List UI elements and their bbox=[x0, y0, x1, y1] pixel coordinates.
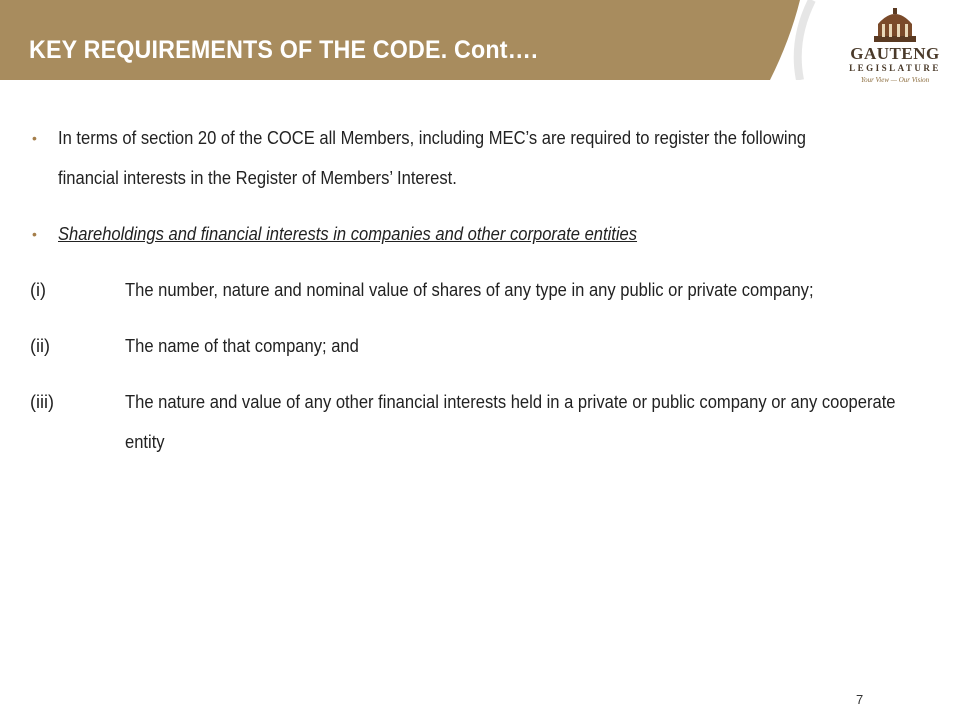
item-text: The number, nature and nominal value of shares of any type in any public or private company; bbox=[125, 280, 814, 300]
list-item bbox=[30, 326, 910, 366]
list-item bbox=[30, 270, 910, 310]
item-text: The nature and value of any other financial interests held in a private or public company or any cooperate entity bbox=[125, 392, 896, 452]
logo-name: GAUTENG bbox=[850, 44, 940, 63]
gauteng-legislature-logo bbox=[840, 6, 950, 102]
item-text: The name of that company; and bbox=[125, 336, 359, 356]
bullet-icon: • bbox=[32, 226, 37, 242]
bullet-item bbox=[30, 214, 910, 254]
bullet-text-intro: In terms of section 20 of the COCE all Members, including MEC’s are required to register the following financial interests in the Register of Members’ Interest. bbox=[58, 128, 807, 188]
page-number: 7 bbox=[856, 692, 864, 707]
list-item bbox=[30, 382, 910, 462]
item-number: (i) bbox=[30, 280, 46, 300]
bullet-icon: • bbox=[32, 130, 37, 146]
logo-tagline: Your View — Our Vision bbox=[860, 76, 930, 84]
item-number: (iii) bbox=[30, 392, 54, 412]
logo-subtitle: LEGISLATURE bbox=[849, 63, 941, 73]
section-heading: Shareholdings and financial interests in companies and other corporate entities bbox=[58, 224, 638, 244]
slide-body bbox=[30, 118, 910, 462]
item-number: (ii) bbox=[30, 336, 50, 356]
bullet-item bbox=[30, 118, 910, 198]
building-dome-icon bbox=[840, 6, 950, 46]
slide-title: KEY REQUIREMENTS OF THE CODE. Cont…. bbox=[29, 36, 538, 64]
